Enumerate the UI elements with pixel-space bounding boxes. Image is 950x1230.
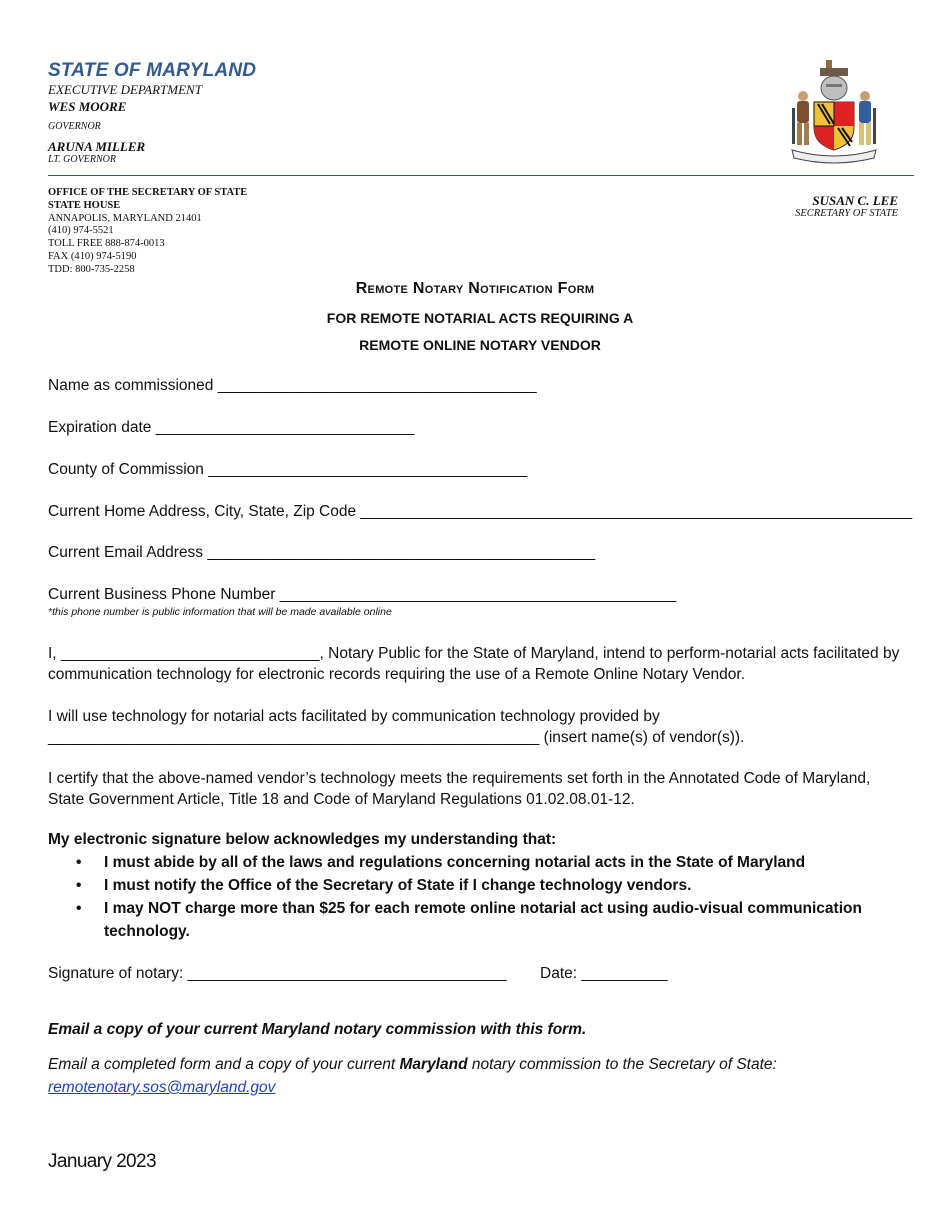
acknowledgement-item: • I may NOT charge more than $25 for each remote online notarial act using audio-visual communication technology. [48, 897, 868, 943]
vendor-statement-line: I will use technology for notarial acts facilitated by communication technology provided by [48, 708, 660, 725]
acknowledgement-list [48, 851, 868, 943]
vendor-statement [48, 706, 918, 748]
email-instruction-2 [48, 1056, 777, 1074]
phone-field[interactable]: Current Business Phone Number ______________________________________________ [48, 586, 677, 603]
office-line: OFFICE OF THE SECRETARY OF STATE [48, 187, 248, 198]
department-label: EXECUTIVE DEPARTMENT [48, 82, 202, 97]
acknowledgement-item: • I must notify the Office of the Secretary of State if I change technology vendors. [48, 874, 868, 897]
office-address-block [48, 187, 247, 277]
state-title: STATE OF MARYLAND [48, 60, 257, 81]
form-subtitle-1: FOR REMOTE NOTARIAL ACTS REQUIRING A [326, 310, 634, 326]
email-link[interactable]: remotenotary.sos@maryland.gov [48, 1079, 276, 1096]
letterhead-rule [48, 175, 914, 176]
certification-line: I certify that the above-named vendor’s technology meets the requirements set forth in the Annotated Code of Maryland, [48, 770, 871, 787]
footer-date: January 2023 [48, 1151, 156, 1172]
governor-title: GOVERNOR [48, 121, 101, 132]
email-instruction-2-post: notary commission to the Secretary of State: [467, 1056, 777, 1073]
acknowledgement-item: • I must abide by all of the laws and regulations concerning notarial acts in the State of Maryland [48, 851, 868, 874]
expiration-field[interactable]: Expiration date ______________________________ [48, 419, 415, 436]
governor-name: WES MOORE [48, 99, 127, 114]
address-field[interactable]: Current Home Address, City, State, Zip Code ________________________________________________________________ [48, 503, 913, 520]
certification-line: State Government Article, Title 18 and Code of Maryland Regulations 01.02.08.01-12. [48, 791, 635, 808]
lt-governor-title: LT. GOVERNOR [48, 154, 116, 165]
office-line: (410) 974-5521 [48, 225, 114, 237]
lt-governor-name: ARUNA MILLER [48, 139, 146, 154]
office-line: TDD: 800-735-2258 [48, 263, 135, 275]
form-title: Remote Notary Notification Form [355, 280, 595, 297]
date-field[interactable]: Date: __________ [540, 965, 668, 982]
email-instruction-2-bold: Maryland [399, 1056, 468, 1073]
maryland-great-seal-icon [786, 58, 882, 164]
email-instruction-1: Email a copy of your current Maryland notary commission with this form. [48, 1021, 587, 1038]
notary-statement-line: communication technology for electronic records requiring the use of a Remote Online Notary Vendor. [48, 666, 746, 683]
office-line: ANNAPOLIS, MARYLAND 21401 [48, 212, 202, 224]
office-line: FAX (410) 974-5190 [48, 250, 137, 262]
form-subtitle-2: REMOTE ONLINE NOTARY VENDOR [359, 337, 601, 353]
notary-statement [48, 643, 918, 685]
notary-statement-line: I, ______________________________, Notary Public for the State of Maryland, intend to perform-notarial acts facilitated by [48, 645, 900, 662]
vendor-statement-line: _________________________________________________________ (insert name(s) of vendor(s)). [48, 729, 745, 746]
secretary-name: SUSAN C. LEE [812, 193, 898, 208]
office-line: TOLL FREE 888-874-0013 [48, 238, 165, 250]
email-field[interactable]: Current Email Address _____________________________________________ [48, 544, 596, 561]
county-field[interactable]: County of Commission _____________________________________ [48, 461, 528, 478]
certification-statement [48, 768, 918, 810]
signature-field[interactable]: Signature of notary: _____________________________________ [48, 965, 507, 982]
office-line: STATE HOUSE [48, 199, 121, 211]
phone-note: *this phone number is public information that will be made available online [48, 606, 392, 618]
acknowledgement-heading: My electronic signature below acknowledges my understanding that: [48, 831, 557, 848]
email-instruction-2-pre: Email a completed form and a copy of your current [48, 1056, 400, 1073]
secretary-title: SECRETARY OF STATE [795, 208, 898, 219]
name-field[interactable]: Name as commissioned _____________________________________ [48, 377, 537, 394]
